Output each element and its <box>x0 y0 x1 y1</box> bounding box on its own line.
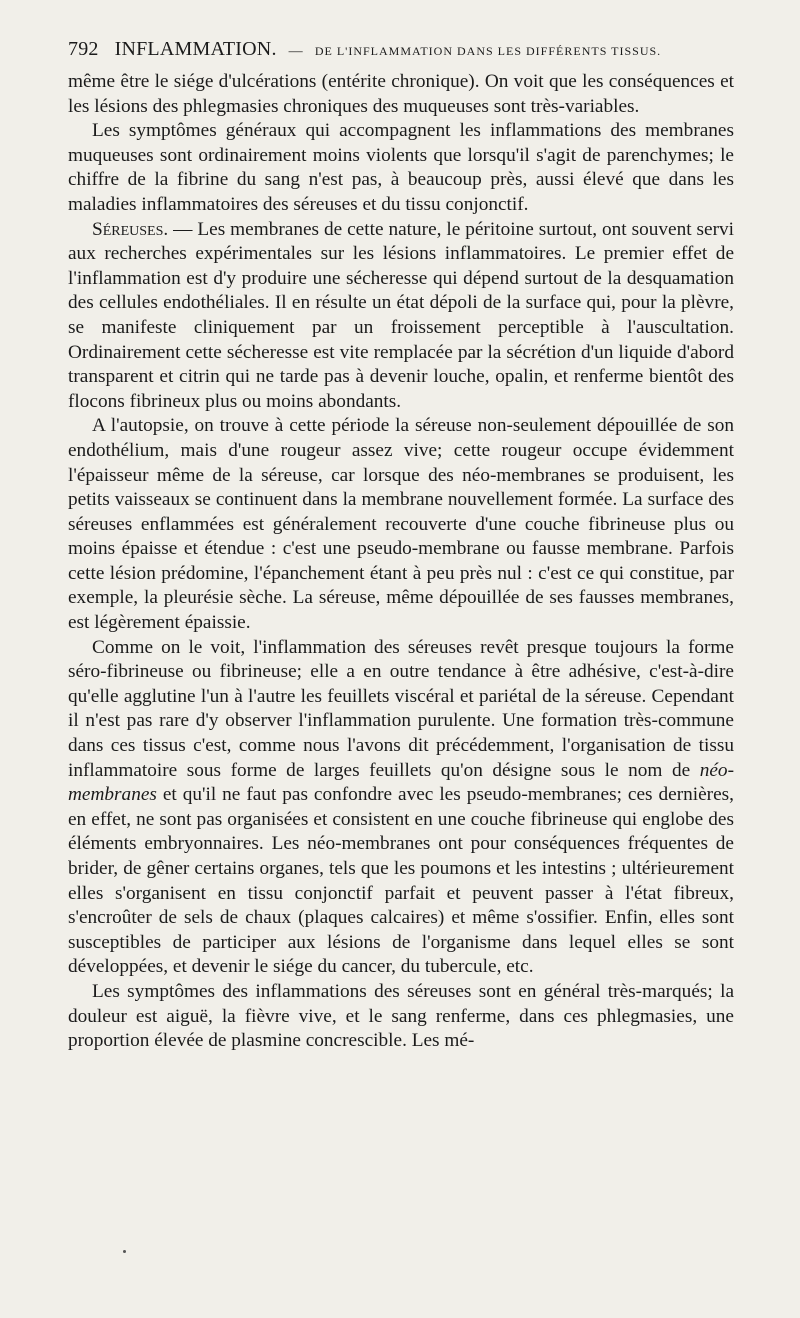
header-separator: — <box>288 44 303 59</box>
print-speck <box>123 1250 126 1253</box>
paragraph-comme-on-le-voit <box>68 636 734 980</box>
paragraph-text-after-italic: et qu'il ne faut pas confondre avec les pseudo-membranes; ces dernières, en effet, ne sont pas organisées et consistent en une couche fibrineuse qui englobe des éléments embryonnaires. Les néo-membranes ont pour conséquences fréquentes de brider, de gêner certains organes, tels que les poumons et les intestins ; ultérieurement elles s'organisent en tissu conjonctif parfait et peuvent passer à l'état fibreux, s'encroûter de sels de chaux (plaques calcaires) et même s'ossifier. Enfin, elles sont susceptibles de participer aux lésions de l'organisme dans lequel elles se sont développées, et devenir le siége du cancer, du tubercule, etc. <box>68 784 734 978</box>
paragraph-symptomes-sereuses: Les symptômes des inflammations des séreuses sont en général très-marqués; la douleur est aiguë, la fièvre vive, et le sang renferme, dans ces phlegmasies, une proportion élevée de plasmine concrescible. Les mé- <box>68 980 734 1052</box>
paragraph-general-symptoms: Les symptômes généraux qui accompagnent les inflammations des membranes muqueuses sont ordinairement moins violents que lorsqu'il s'agit de parenchymes; le chiffre de la fibrine du sang n'est pas, à beaucoup près, aussi élevé que dans les maladies inflammatoires des séreuses et du tissu conjonctif. <box>68 120 734 215</box>
paragraph-sereuses <box>68 218 734 415</box>
paragraph-text-before-italic: Comme on le voit, l'inflammation des séreuses revêt presque toujours la forme séro-fibrineuse ou fibrineuse; elle a en outre tendance à être adhésive, c'est-à-dire qu'elle agglutine l'un à l'autre les feuillets viscéral et pariétal de la séreuse. Cependant il n'est pas rare d'y observer l'inflammation purulente. Une formation très-commune dans ces tissus c'est, comme nous l'avons dit précédemment, l'organisation de tissu inflammatoire sous forme de larges feuillets qu'on désigne sous le nom de <box>68 636 734 781</box>
italic-term-neo-membranes: néo-membranes <box>68 759 734 806</box>
page-number: 792 <box>68 38 99 60</box>
paragraph-autopsie: A l'autopsie, on trouve à cette période la séreuse non-seulement dépouillée de son endothélium, mais d'une rougeur assez vive; cette rougeur occupe évidemment l'épaisseur même de la séreuse, car lorsque des néo-membranes se produisent, les petits vaisseaux se continuent dans la membrane nouvellement formée. La surface des séreuses enflammées est généralement recouverte d'une couche fibrineuse plus ou moins épaisse et étendue : c'est une pseudo-membrane ou fausse membrane. Parfois cette lésion prédomine, l'épanchement étant à peu près nul : c'est ce qui constitue, par exemple, la pleurésie sèche. La séreuse, même dépouillée de ses fausses membranes, est légèrement épaissie. <box>68 415 734 634</box>
running-head <box>68 38 734 68</box>
section-subtitle: DE L'INFLAMMATION DANS LES DIFFÉRENTS TISSUS. <box>314 44 662 58</box>
paragraph-lead-sereuses: Séreuses. <box>92 218 169 240</box>
body-text <box>68 70 734 1054</box>
section-title: INFLAMMATION. <box>114 38 277 60</box>
paragraph-sereuses-text: — Les membranes de cette nature, le péritoine surtout, ont souvent servi aux recherches expérimentales sur les lésions inflammatoires. Le premier effet de l'inflammation est d'y produire une sécheresse qui dépend surtout de la desquamation des cellules endothéliales. Il en résulte un état dépoli de la surface qui, pour la plèvre, se manifeste cliniquement par un froissement perceptible à l'auscultation. Ordinairement cette sécheresse est vite remplacée par la sécrétion d'un liquide d'abord transparent et citrin qui ne tarde pas à devenir louche, opalin, et renferme bientôt des flocons fibrineux plus ou moins abondants. <box>68 218 734 412</box>
paragraph-continuation: même être le siége d'ulcérations (entérite chronique). On voit que les conséquences et les lésions des phlegmasies chroniques des muqueuses sont très-variables. <box>68 71 734 117</box>
